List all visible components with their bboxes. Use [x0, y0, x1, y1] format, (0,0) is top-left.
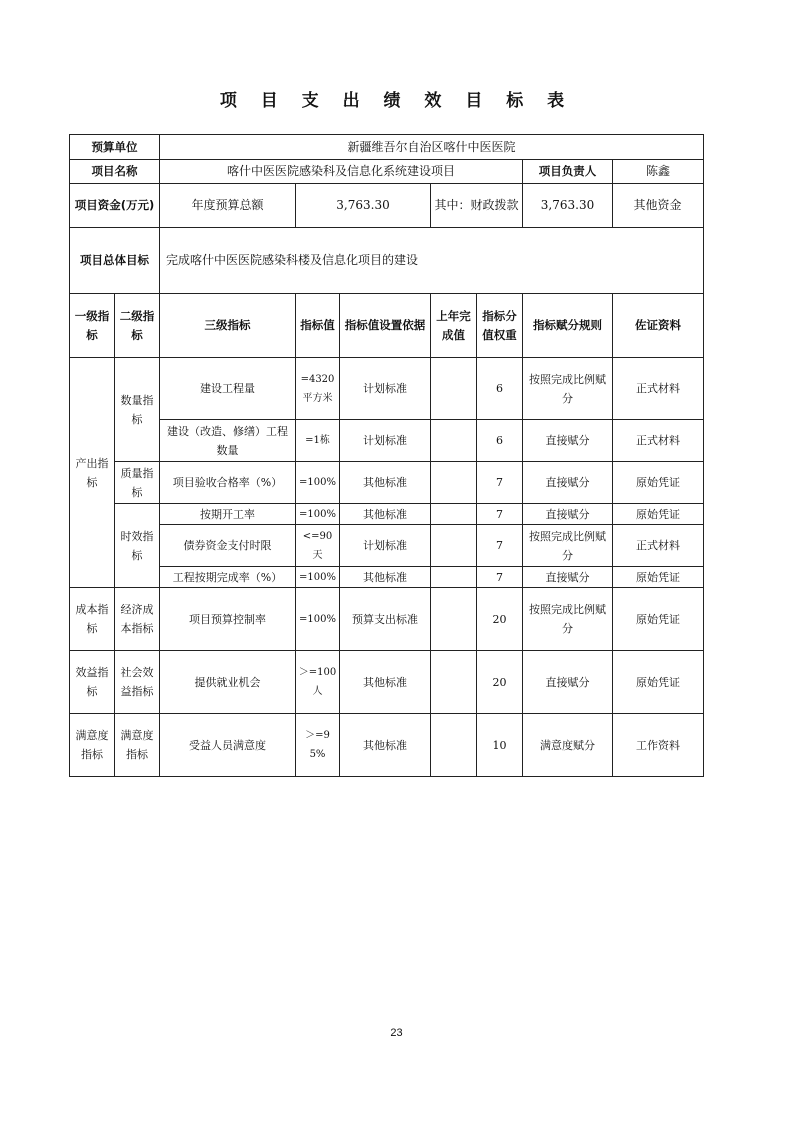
value-cell: <=90天 [296, 525, 340, 567]
annual-budget-label: 年度预算总额 [160, 184, 296, 228]
basis-cell: 其他标准 [340, 714, 431, 777]
goal-label: 项目总体目标 [70, 228, 160, 294]
rule-cell: 按照完成比例赋分 [523, 525, 613, 567]
weight-cell: 7 [477, 462, 523, 504]
prev-cell [431, 420, 477, 462]
value-cell: =100% [296, 567, 340, 588]
indicator-cell: 按期开工率 [160, 504, 296, 525]
evidence-cell: 工作资料 [613, 714, 704, 777]
basis-cell: 计划标准 [340, 358, 431, 420]
group-satisfaction: 满意度指标 [70, 714, 115, 777]
rule-cell: 按照完成比例赋分 [523, 358, 613, 420]
col-evidence: 佐证资料 [613, 294, 704, 358]
group-benefit: 效益指标 [70, 651, 115, 714]
group-quantity: 数量指标 [115, 358, 160, 462]
rule-cell: 直接赋分 [523, 420, 613, 462]
value-cell: =100% [296, 462, 340, 504]
indicator-cell: 受益人员满意度 [160, 714, 296, 777]
group-output: 产出指标 [70, 358, 115, 588]
prev-cell [431, 525, 477, 567]
leader-value: 陈鑫 [613, 160, 704, 184]
table-row [70, 358, 704, 420]
table-row [70, 504, 704, 525]
rule-cell: 直接赋分 [523, 504, 613, 525]
project-name-label: 项目名称 [70, 160, 160, 184]
prev-cell [431, 714, 477, 777]
group-timeliness: 时效指标 [115, 504, 160, 588]
rule-cell: 直接赋分 [523, 651, 613, 714]
col-level3: 三级指标 [160, 294, 296, 358]
weight-cell: 7 [477, 567, 523, 588]
col-level1: 一级指标 [70, 294, 115, 358]
page-number: 23 [390, 1027, 403, 1039]
weight-cell: 6 [477, 420, 523, 462]
indicator-cell: 债券资金支付时限 [160, 525, 296, 567]
goal-value: 完成喀什中医医院感染科楼及信息化项目的建设 [160, 228, 704, 294]
group-quality: 质量指标 [115, 462, 160, 504]
col-prev: 上年完成值 [431, 294, 477, 358]
value-cell: =1栋 [296, 420, 340, 462]
evidence-cell: 原始凭证 [613, 588, 704, 651]
basis-cell: 其他标准 [340, 567, 431, 588]
prev-cell [431, 651, 477, 714]
basis-cell: 其他标准 [340, 462, 431, 504]
col-rule: 指标赋分规则 [523, 294, 613, 358]
weight-cell: 10 [477, 714, 523, 777]
group-cost: 成本指标 [70, 588, 115, 651]
weight-cell: 7 [477, 525, 523, 567]
rule-cell: 满意度赋分 [523, 714, 613, 777]
col-value: 指标值 [296, 294, 340, 358]
evidence-cell: 正式材料 [613, 420, 704, 462]
basis-cell: 计划标准 [340, 525, 431, 567]
indicator-cell: 提供就业机会 [160, 651, 296, 714]
value-cell: ＞=95% [296, 714, 340, 777]
basis-cell: 其他标准 [340, 651, 431, 714]
table-row [70, 525, 704, 567]
indicator-cell: 项目验收合格率（%） [160, 462, 296, 504]
value-cell: =100% [296, 504, 340, 525]
weight-cell: 20 [477, 588, 523, 651]
prev-cell [431, 358, 477, 420]
evidence-cell: 原始凭证 [613, 651, 704, 714]
table-row [70, 588, 704, 651]
other-funds-value [613, 184, 704, 228]
value-cell: =4320平方米 [296, 358, 340, 420]
table-row [70, 462, 704, 504]
prev-cell [431, 567, 477, 588]
weight-cell: 20 [477, 651, 523, 714]
weight-cell: 6 [477, 358, 523, 420]
table-row [70, 420, 704, 462]
leader-label: 项目负责人 [523, 160, 613, 184]
indicator-cell: 工程按期完成率（%） [160, 567, 296, 588]
prev-cell [431, 462, 477, 504]
col-weight: 指标分值权重 [477, 294, 523, 358]
rule-cell: 按照完成比例赋分 [523, 588, 613, 651]
evidence-cell: 正式材料 [613, 525, 704, 567]
basis-cell: 其他标准 [340, 504, 431, 525]
table-row [70, 714, 704, 777]
col-level2: 二级指标 [115, 294, 160, 358]
rule-cell: 直接赋分 [523, 462, 613, 504]
indicator-cell: 建设（改造、修缮）工程数量 [160, 420, 296, 462]
budget-unit-value: 新疆维吾尔自治区喀什中医医院 [160, 135, 704, 160]
funds-label: 项目资金(万元) [70, 184, 160, 228]
basis-cell: 计划标准 [340, 420, 431, 462]
rule-cell: 直接赋分 [523, 567, 613, 588]
table-row [70, 567, 704, 588]
basis-cell: 预算支出标准 [340, 588, 431, 651]
project-name-value: 喀什中医医院感染科及信息化系统建设项目 [160, 160, 523, 184]
group-econ-cost: 经济成本指标 [115, 588, 160, 651]
weight-cell: 7 [477, 504, 523, 525]
fiscal-label: 其中：财政拨款 [431, 184, 523, 228]
prev-cell [431, 504, 477, 525]
annual-budget-value: 3,763.30 [296, 184, 431, 228]
page-title: 项 目 支 出 绩 效 目 标 表 [219, 91, 574, 111]
indicator-cell: 建设工程量 [160, 358, 296, 420]
evidence-cell: 正式材料 [613, 358, 704, 420]
evidence-cell: 原始凭证 [613, 504, 704, 525]
fiscal-value: 3,763.30 [523, 184, 613, 228]
prev-cell [431, 588, 477, 651]
other-funds-label: 其他资金 [633, 198, 682, 212]
evidence-cell: 原始凭证 [613, 567, 704, 588]
evidence-cell: 原始凭证 [613, 462, 704, 504]
group-social: 社会效益指标 [115, 651, 160, 714]
performance-target-table [69, 134, 704, 777]
col-basis: 指标值设置依据 [340, 294, 431, 358]
value-cell: =100% [296, 588, 340, 651]
table-row [70, 651, 704, 714]
indicator-cell: 项目预算控制率 [160, 588, 296, 651]
value-cell: ＞=100人 [296, 651, 340, 714]
budget-unit-label: 预算单位 [70, 135, 160, 160]
group-satisfaction-sub: 满意度指标 [115, 714, 160, 777]
